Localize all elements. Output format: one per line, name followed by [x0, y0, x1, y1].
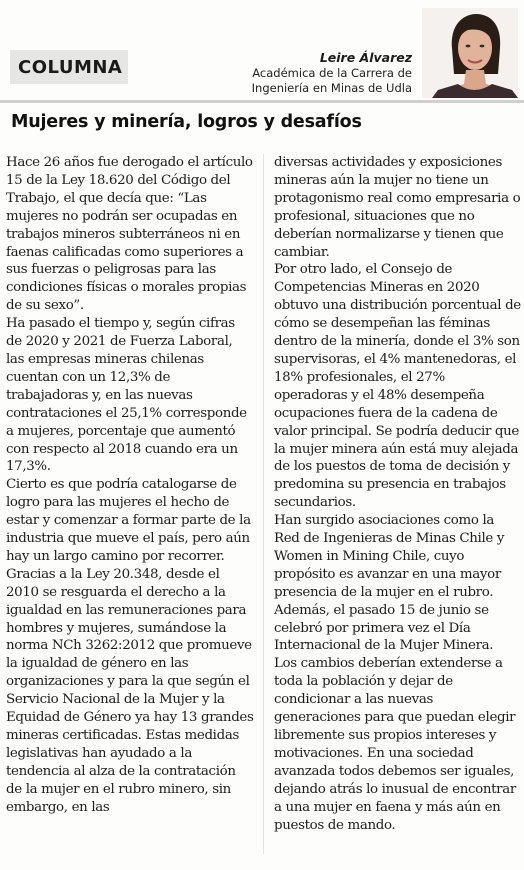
- section-label: COLUMNA: [18, 56, 123, 78]
- paragraph: Han surgido asociaciones como la Red de Ingenieras de Minas Chile y Women in Mining Chile, cuyo propósito es avanzar en una mayor presencia de la mujer en el rubro. Además, el pasado 15 de junio se celebró por primera vez el Día Internacional de la Mujer Minera.: [274, 513, 505, 654]
- paragraph: Cierto es que podría catalogarse de logro para las mujeres el hecho de estar y comenzar a formar parte de la industria que mueve el país, pero aún hay un largo camino por recorrer.: [6, 477, 251, 564]
- article-title: Mujeres y minería, logros y desafíos: [11, 112, 362, 132]
- author-role-line1: Académica de la Carrera de: [252, 66, 412, 80]
- paragraph: Los cambios deberían extenderse a toda la población y dejar de condicionar a las nuevas generaciones para que puedan elegir libremente sus propios intereses y motivaciones. En una sociedad avanzada todos debemos ser iguales, dejando atrás lo inusual de encontrar a una mujer en faena y más aún en puestos de mando.: [274, 656, 516, 833]
- paragraph: diversas actividades y exposiciones mineras aún la mujer no tiene un protagonismo real como empresaria o profesional, situaciones que no deberían normalizarse y tienen que cambiar.: [274, 155, 521, 260]
- header-divider: [0, 100, 524, 103]
- section-label-box: [10, 50, 128, 84]
- article-column-left: [6, 154, 254, 817]
- author-role-line2: Ingeniería en Minas de Udla: [251, 81, 412, 95]
- article-column-right: [274, 154, 522, 834]
- paragraph: Ha pasado el tiempo y, según cifras de 2020 y 2021 de Fuerza Laboral, las empresas mineras chilenas cuentan con un 12,3% de trabajadoras y, en las nuevas contrataciones el 25,1% corresponde a mujeres, porcentaje que aumentó con respecto al 2018 cuando era un 17,3%.: [6, 316, 247, 475]
- paragraph: Por otro lado, el Consejo de Competencias Mineras en 2020 obtuvo una distribución porcentual de cómo se desempeñan las féminas dentro de la minería, donde el 3% son supervisoras, el 4% mantenedoras, el 18% profesionales, el 27% operadoras y el 48% desempeña ocupaciones fuera de la cadena de valor principal. Se podría deducir que la mujer minera aún está muy alejada de los puestos de toma de decisión y predomina su presencia en trabajos secundarios.: [274, 262, 521, 511]
- author-portrait: [422, 8, 518, 98]
- author-name: Leire Álvarez: [319, 50, 412, 65]
- column-divider: [263, 154, 264, 854]
- author-block: [252, 50, 412, 96]
- paragraph: Hace 26 años fue derogado el artículo 15 de la Ley 18.620 del Código del Trabajo, el que decía que: “Las mujeres no podrán ser ocupadas en trabajos mineros subterráneos ni en faenas calificadas como superiores a sus fuerzas o peligrosas para las condiciones físicas o morales propias de su sexo”.: [6, 155, 253, 314]
- paragraph: Gracias a la Ley 20.348, desde el 2010 se resguarda el derecho a la igualdad en las remuneraciones para hombres y mujeres, sumándose la norma NCh 3262:2012 que promueve la igualdad de género en las organizaciones y para la que según el Servicio Nacional de la Mujer y la Equidad de Género ya hay 13 grandes mineras certificadas. Estas medidas legislativas han ayudado a la tendencia al alza de la contratación de la mujer en el rubro minero, sin embargo, en las: [6, 566, 254, 815]
- column-header: [0, 0, 524, 104]
